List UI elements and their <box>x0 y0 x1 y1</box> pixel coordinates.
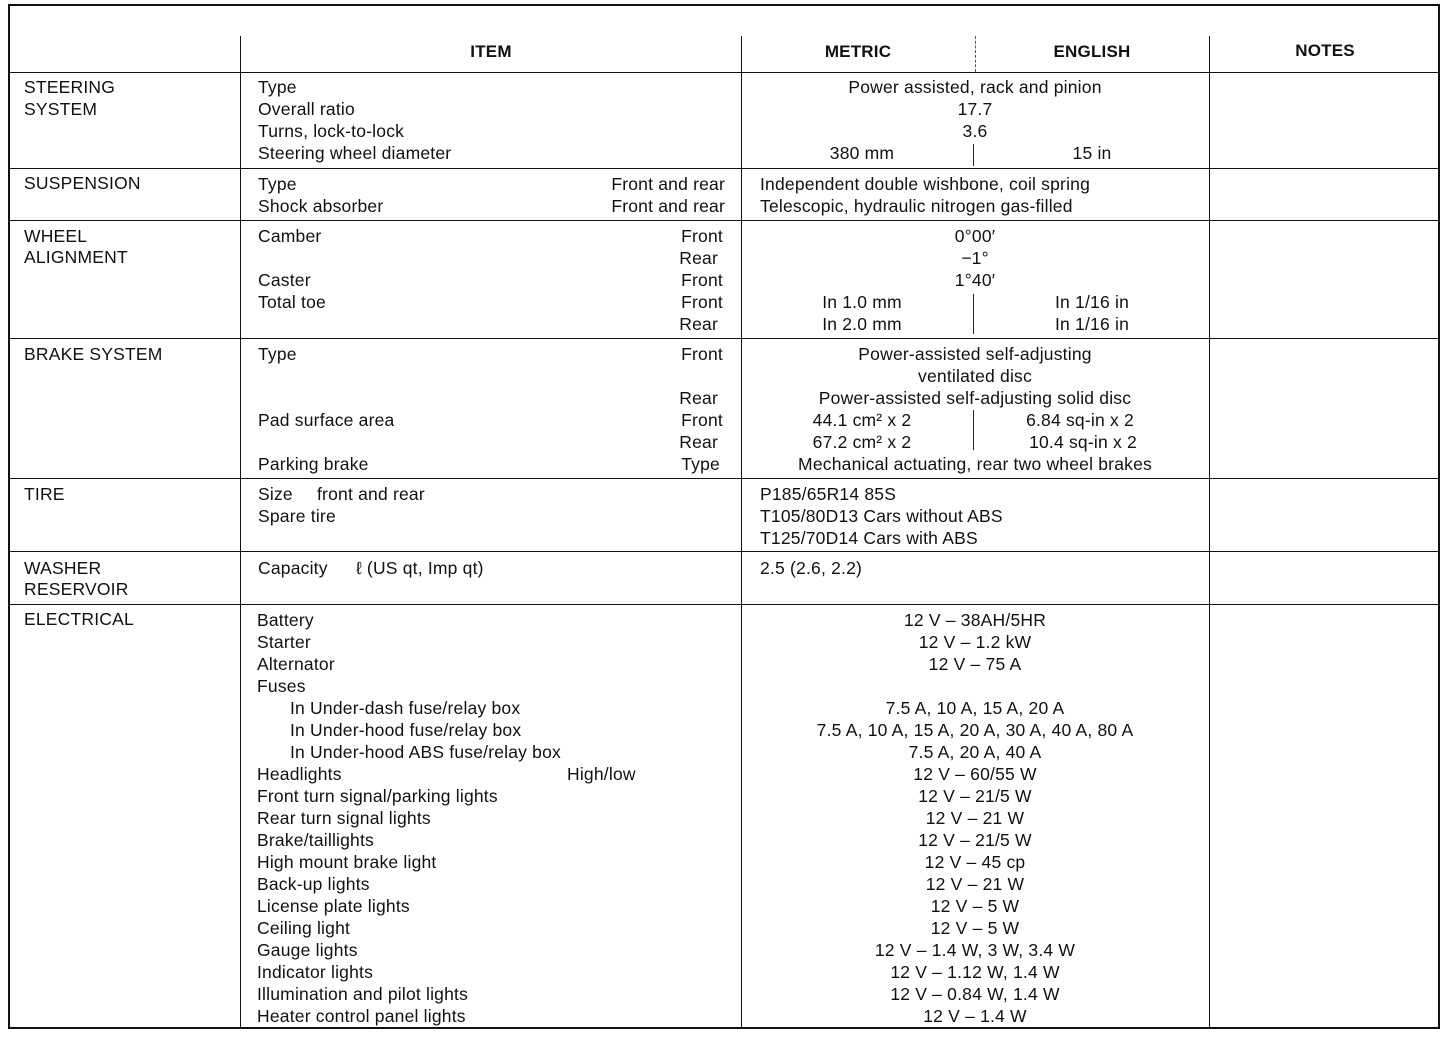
position-label: Front <box>681 344 723 364</box>
position-label: front and rear <box>317 484 425 504</box>
item-label: Overall ratio <box>258 99 355 119</box>
item-label: Gauge lights <box>257 940 358 960</box>
position-label: Front <box>681 226 723 246</box>
metric-value: In 2.0 mm <box>822 314 902 334</box>
spec-value: 2.5 (2.6, 2.2) <box>760 558 863 578</box>
item-label: Brake/taillights <box>257 830 375 850</box>
spec-value: Power-assisted self-adjusting solid disc <box>818 388 1132 408</box>
header-notes: NOTES <box>1295 41 1355 60</box>
position-label: Type <box>681 454 720 474</box>
section-label: ALIGNMENT <box>24 247 128 267</box>
metric-value: 44.1 cm² x 2 <box>812 410 912 430</box>
row-divider-alignment <box>8 338 1440 339</box>
spec-value: 3.6 <box>962 121 988 141</box>
position-label: Front and rear <box>611 196 725 216</box>
spec-value: T105/80D13 Cars without ABS <box>760 506 1003 526</box>
item-label: Type <box>258 344 297 364</box>
column-divider-metric <box>741 36 742 1027</box>
spec-value: 12 V – 1.4 W, 3 W, 3.4 W <box>874 940 1076 960</box>
column-divider-notes <box>1209 36 1210 1027</box>
split-line <box>973 410 974 450</box>
spec-value: 7.5 A, 10 A, 15 A, 20 A <box>885 698 1065 718</box>
section-label: TIRE <box>24 484 65 504</box>
section-label: STEERING <box>24 77 116 97</box>
row-divider-suspension <box>8 220 1440 221</box>
spec-value: 1°40′ <box>954 270 996 290</box>
spec-value: 12 V – 21/5 W <box>918 786 1032 806</box>
item-label: Parking brake <box>258 454 369 474</box>
item-label: Front turn signal/parking lights <box>257 786 498 806</box>
item-label: In Under-dash fuse/relay box <box>290 698 521 718</box>
english-value: In 1/16 in <box>1055 314 1129 334</box>
position-label: Rear <box>679 314 718 334</box>
item-label: In Under-hood ABS fuse/relay box <box>290 742 562 762</box>
spec-value: 12 V – 60/55 W <box>913 764 1037 784</box>
column-divider-english <box>975 36 976 72</box>
item-label: Fuses <box>257 676 306 696</box>
spec-value: 7.5 A, 10 A, 15 A, 20 A, 30 A, 40 A, 80 A <box>816 720 1134 740</box>
metric-value: In 1.0 mm <box>822 292 902 312</box>
spec-value: 12 V – 21 W <box>925 808 1025 828</box>
section-label: SUSPENSION <box>24 173 141 193</box>
spec-table-frame <box>8 4 1440 1029</box>
spec-value: 12 V – 75 A <box>928 654 1022 674</box>
item-label: Spare tire <box>258 506 336 526</box>
item-label: Turns, lock-to-lock <box>258 121 405 141</box>
position-label: Front <box>681 410 723 430</box>
row-divider-brake <box>8 478 1440 479</box>
item-label: Steering wheel diameter <box>258 143 452 163</box>
spec-value: 12 V – 5 W <box>930 896 1020 916</box>
spec-value: 17.7 <box>957 99 993 119</box>
english-value: 10.4 sq-in x 2 <box>1029 432 1137 452</box>
item-label: Type <box>258 174 297 194</box>
section-label: SYSTEM <box>24 99 98 119</box>
metric-value: 67.2 cm² x 2 <box>812 432 912 452</box>
spec-value: 12 V – 1.4 W <box>923 1006 1027 1026</box>
item-label: Alternator <box>257 654 335 674</box>
spec-value: Power assisted, rack and pinion <box>848 77 1102 97</box>
row-divider-steering <box>8 168 1440 169</box>
spec-value: ventilated disc <box>918 366 1032 386</box>
header-english: ENGLISH <box>1053 42 1131 61</box>
item-label: Back-up lights <box>257 874 370 894</box>
item-label: Illumination and pilot lights <box>257 984 469 1004</box>
item-label: Battery <box>257 610 314 630</box>
split-line <box>973 294 974 334</box>
spec-value: T125/70D14 Cars with ABS <box>760 528 978 548</box>
spec-value: 12 V – 0.84 W, 1.4 W <box>890 984 1060 1004</box>
spec-value: Mechanical actuating, rear two wheel brakes <box>798 454 1152 474</box>
section-label: WHEEL <box>24 226 88 246</box>
header-divider <box>8 72 1440 73</box>
spec-value: 12 V – 1.2 kW <box>918 632 1032 652</box>
item-label: Camber <box>258 226 322 246</box>
header-metric: METRIC <box>824 42 892 61</box>
item-label: Rear turn signal lights <box>257 808 431 828</box>
spec-value: 12 V – 38AH/5HR <box>903 610 1047 630</box>
spec-value: 12 V – 5 W <box>930 918 1020 938</box>
item-label: Indicator lights <box>257 962 374 982</box>
position-label: Rear <box>679 432 718 452</box>
english-value: 6.84 sq-in x 2 <box>1026 410 1134 430</box>
item-label: Size <box>258 484 293 504</box>
spec-value: Independent double wishbone, coil spring <box>760 174 1091 194</box>
spec-value: 7.5 A, 20 A, 40 A <box>908 742 1042 762</box>
spec-value: P185/65R14 85S <box>760 484 897 504</box>
section-label: BRAKE SYSTEM <box>24 344 163 364</box>
position-label: Front <box>681 270 723 290</box>
item-label: License plate lights <box>257 896 410 916</box>
item-label: Caster <box>258 270 311 290</box>
item-label: Type <box>258 77 297 97</box>
section-label: WASHER <box>24 558 102 578</box>
english-value: 15 in <box>1072 143 1112 163</box>
item-label: Headlights <box>257 764 342 784</box>
metric-value: 380 mm <box>829 143 895 163</box>
item-label: Total toe <box>258 292 326 312</box>
row-divider-washer <box>8 604 1440 605</box>
english-value: In 1/16 in <box>1055 292 1129 312</box>
position-label: Front <box>681 292 723 312</box>
spec-value: Telescopic, hydraulic nitrogen gas-filled <box>760 196 1073 216</box>
spec-value: 12 V – 21/5 W <box>918 830 1032 850</box>
item-label: Pad surface area <box>258 410 395 430</box>
item-label: In Under-hood fuse/relay box <box>290 720 522 740</box>
spec-value: 0°00′ <box>954 226 996 246</box>
item-label: Heater control panel lights <box>257 1006 466 1026</box>
row-divider-tire <box>8 551 1440 552</box>
spec-value: 12 V – 21 W <box>925 874 1025 894</box>
position-label: Rear <box>679 248 718 268</box>
position-label: High/low <box>567 764 636 784</box>
spec-value: −1° <box>961 248 989 268</box>
column-divider-item <box>240 36 241 1027</box>
section-label: RESERVOIR <box>24 579 129 599</box>
position-label: Front and rear <box>611 174 725 194</box>
item-label: Starter <box>257 632 311 652</box>
position-label: Rear <box>679 388 718 408</box>
unit-label: ℓ (US qt, Imp qt) <box>356 558 484 578</box>
spec-value: 12 V – 1.12 W, 1.4 W <box>890 962 1060 982</box>
spec-value: Power-assisted self-adjusting <box>858 344 1092 364</box>
section-label: ELECTRICAL <box>24 609 134 629</box>
header-item: ITEM <box>470 42 512 61</box>
item-label: Ceiling light <box>257 918 351 938</box>
item-label: Capacity <box>258 558 328 578</box>
item-label: High mount brake light <box>257 852 437 872</box>
spec-value: 12 V – 45 cp <box>924 852 1026 872</box>
item-label: Shock absorber <box>258 196 384 216</box>
split-line <box>973 144 974 166</box>
